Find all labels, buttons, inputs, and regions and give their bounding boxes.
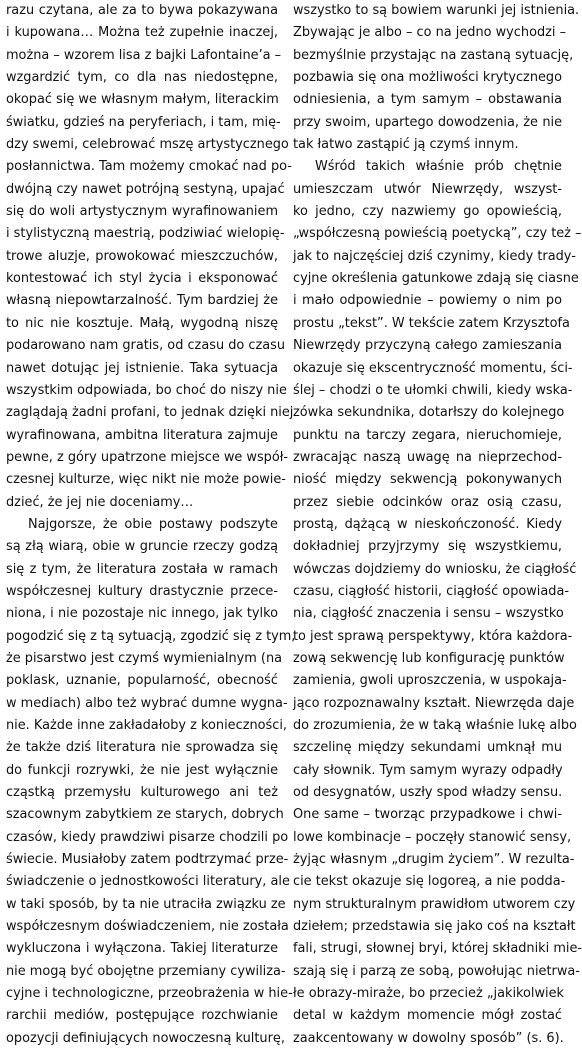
text-line: i stylistyczną maestrią, podziwiać wielopię- [6, 226, 285, 242]
text-line: podarowano nam gratis, od czasu do czasu [6, 338, 286, 354]
text-line: dziełem; przedstawia się jako coś na kształt [293, 919, 576, 935]
left-text-column [6, 0, 296, 1050]
text-line: wyrafinowana, ambitna literatura zajmuje [6, 427, 278, 443]
text-line: do funkcji rozrywki, że nie jest wyłącznie [6, 762, 278, 778]
text-line: pozbawia się ona możliwości krytycznego [293, 70, 562, 86]
text-line: szczelinę między sekundami umknął mu [293, 740, 562, 756]
text-line: nawet dotując jej istnienie. Taka sytuacja [6, 360, 278, 376]
text-line: w taki sposób, by ta nie utraciła związku ze [6, 896, 286, 912]
text-line: bezmyślnie przystając na zastaną sytuację, [293, 47, 574, 63]
text-line: opozycji definiujących nowoczesną kulturę, [6, 1030, 285, 1046]
text-line: współczesnym doświadczeniem, nie została [6, 919, 289, 935]
text-line: nie mogą być obojętne przemiany cywiliza- [6, 963, 286, 979]
text-line: wykluczona i wyłączona. Takiej literaturze [6, 941, 278, 957]
text-line: nia, ciągłość znaczenia i sensu – wszystko [293, 606, 564, 622]
text-line: niona, i nie pozostaje nic innego, jak tylko [6, 606, 278, 622]
text-line: czasu, ciągłość historii, ciągłość opowiada- [293, 583, 570, 599]
text-line: to nic nie kosztuje. Małą, wygodną niszę [6, 315, 278, 331]
text-line: okazuje się ekscentryczność momentu, ści- [293, 360, 573, 376]
text-line: wszystko to są bowiem warunki jej istnienia. [293, 3, 580, 18]
text-line: cząstką przemysłu kulturowego ani też [6, 785, 278, 801]
text-line: poklask, uznanie, popularność, obecność [6, 673, 278, 689]
text-line: że pisarstwo jest czymś wymienialnym (na [6, 650, 283, 666]
text-line: i kupowana… Można też zupełnie inaczej, [6, 25, 278, 41]
text-line: tak łatwo zastąpić ją czymś innym. [293, 137, 519, 153]
text-line: ko jedno, czy nazwiemy go opowieścią, [293, 204, 562, 220]
text-line: świecie. Musiałoby zatem podtrzymać prze- [6, 852, 289, 868]
text-line: do zrozumienia, że w taką właśnie lukę albo [293, 718, 577, 733]
text-line: nie. Każde inne zakładałoby z konieczności, [6, 718, 287, 733]
text-line: wzgardzić tym, co dla nas niedostępne, [6, 70, 278, 86]
text-line: zaglądają żadni profani, to jednak dzięki niej [6, 405, 294, 421]
text-line: fali, strugi, słownej bryi, której składniki mie- [293, 941, 582, 957]
text-line: się do woli artystycznym wyrafinowaniem [6, 204, 278, 220]
text-line: cyjne i technologiczne, przeobrażenia w hie- [6, 986, 293, 1002]
text-line: „współczesną powieścią poetycką”, czy też – [293, 226, 582, 242]
text-line: się z tym, że literatura została w ramach [6, 561, 278, 577]
text-line: przy swoim, upartego dowodzenia, że nie [293, 114, 562, 130]
text-line: kontestować ich styl życia i eksponować [6, 271, 278, 287]
text-line: dzieć, że jej nie doceniamy… [6, 494, 194, 510]
right-text-column [293, 0, 582, 1050]
text-line: można – wzorem lisa z bajki Lafontaine’a – [6, 47, 282, 63]
text-line: wszystkim odpowiada, bo choć do niszy nie [6, 382, 287, 398]
text-line: czesnej kulturze, więc nikt nie może powie- [6, 472, 286, 488]
text-line: światku, gdzieś na peryferiach, i tam, mię- [6, 114, 281, 130]
text-line: Najgorsze, że obie postawy podszyte [28, 516, 278, 532]
text-line: zwracając naszą uwagę na nieprzechod- [293, 449, 562, 465]
text-line: cie tekst okazuje się logoreą, a nie podda- [293, 874, 566, 890]
text-line: trowe aluzje, prowokować mieszczuchów, [6, 248, 278, 264]
text-line: łe obrazy-miraże, bo przecież „jakikolwiek [293, 986, 565, 1002]
text-line: lowe kombinacje – poczęły stanowić sensy, [293, 829, 572, 845]
text-line: prostu „tekst”. W tekście zatem Krzysztofa [293, 315, 570, 331]
text-line: są złą wiarą, obie w gruncie rzeczy godzą [6, 539, 278, 555]
text-line: cyjne określenia gatunkowe zdają się ciasne [293, 271, 579, 287]
text-line: posłannictwa. Tam możemy cmokać nad po- [6, 159, 292, 175]
text-line: rarchii mediów, postępujące rozchwianie [6, 1008, 278, 1024]
text-line: szacownym zabytkiem ze starych, dobrych [6, 807, 284, 823]
text-line: jąco rozpoznawalny kształt. Niewrzęda daje [293, 695, 575, 711]
text-line: nym strukturalnym prawidłom utworem czy [293, 896, 576, 912]
text-line: czasów, kiedy prawdziwi pisarze chodzili po [6, 829, 289, 845]
text-line: żyjąc własnym „drugim życiem”. W rezulta- [293, 852, 575, 868]
text-line: zówka sekundnika, dotarłszy do kolejnego [293, 405, 565, 421]
text-line: to jest sprawą perspektywy, która każdora- [293, 628, 573, 644]
text-line: zaakcentowany w dowolny sposób” (s. 6). [293, 1030, 564, 1046]
text-line: świadczenie o jednostkowości literatury, ale [6, 874, 290, 890]
text-line: okopać się we własnym małym, literackim [6, 92, 279, 108]
text-line: od desygnatów, uszły spod władzy sensu. [293, 785, 563, 801]
text-line: Zbywając je albo – co na jedno wychodzi – [293, 25, 567, 41]
text-line: cały słownik. Tym samym wyrazy odpadły [293, 762, 563, 778]
text-line: pewne, z góry upatrzone miejsce we współ- [6, 449, 289, 465]
text-line: dwójną czy nawet potrójną sestyną, upajać [6, 181, 285, 197]
text-line: razu czytana, ale za to bywa pokazywana [6, 3, 278, 18]
text-line: ślej – chodzi o te ułomki chwili, kiedy wska- [293, 382, 573, 398]
text-line: jak to najczęściej dziś czynimy, kiedy trady- [293, 248, 576, 264]
text-line: Niewrzędy przyczyną całego zamieszania [293, 338, 562, 354]
text-line: pogodzić się z tą sytuacją, zgodzić się z tym, [6, 628, 296, 644]
text-line: dokładniej przyjrzymy się wszystkiemu, [293, 539, 562, 555]
text-line: detal w każdym momencie mógł zostać [293, 1008, 562, 1024]
text-line: przez siebie odcinków oraz osią czasu, [293, 494, 562, 510]
text-line: i mało odpowiednie – powiemy o nim po [293, 293, 562, 309]
text-line: prostą, dążącą w nieskończoność. Kiedy [293, 516, 562, 532]
text-line: odniesienia, a tym samym – obstawania [293, 92, 562, 108]
text-line: w mediach) albo też wybrać dumne wygna- [6, 695, 288, 711]
text-line: dzy swemi, celebrować mszę artystycznego [6, 137, 289, 153]
text-line: One same – tworząc przypadkowe i chwi- [293, 807, 562, 823]
text-line: szają się i parzą ze sobą, powołując nietrwa- [293, 963, 580, 979]
text-line: zową sekwencję lub konfigurację punktów [293, 650, 565, 666]
text-line: własną niepowtarzalność. Tym bardziej że [6, 293, 278, 309]
text-line: wówczas dojdziemy do wniosku, że ciągłość [293, 561, 577, 577]
text-line: Wśród takich właśnie prób chętnie [315, 159, 562, 175]
text-line: zamienia, gwoli uproszczenia, w uspokaja- [293, 673, 567, 689]
text-line: punktu na tarczy zegara, nieruchomieje, [293, 427, 562, 443]
text-line: że także dziś literatura nie sprowadza się [6, 740, 278, 756]
text-line: umieszczam utwór Niewrzędy, wszyst- [293, 181, 562, 197]
text-line: współczesnej kultury drastycznie przece- [6, 583, 278, 599]
text-line: niość między sekwencją pokonywanych [293, 472, 562, 488]
